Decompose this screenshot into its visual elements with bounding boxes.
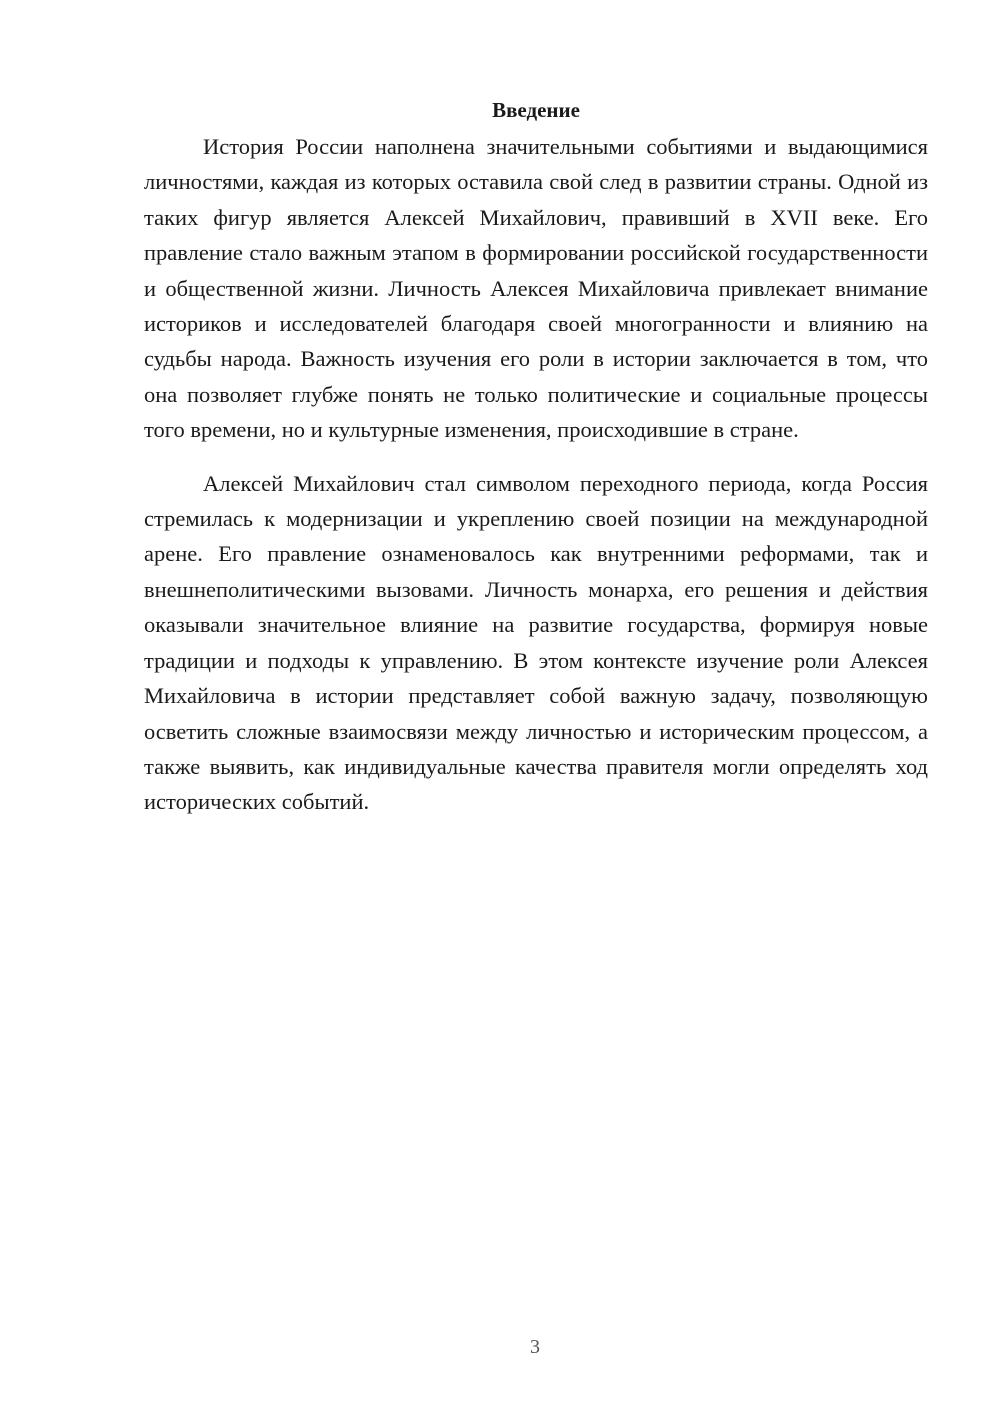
section-heading: Введение (492, 98, 580, 122)
page-number: 3 (530, 1336, 540, 1358)
paragraph-1: История России наполнена значительными событиями и выдающимися личностями, каждая из которых оставила свой след в развитии страны. Одной из таких фигур является Алексей Михайлович, правивший в XVII веке. Его правление стало важным этапом в формировании российской государственности и общественной жизни. Личность Алексея Михайловича привлекает внимание историков и исследователей благодаря своей многогранности и влиянию на судьбы народа. Важность изучения его роли в истории заключается в том, что она позволяет глубже понять не только политические и социальные процессы того времени, но и культурные изменения, происходившие в стране. (144, 134, 928, 443)
document-page (144, 95, 928, 820)
paragraph-2: Алексей Михайлович стал символом переходного периода, когда Россия стремилась к модернизации и укреплению своей позиции на международной арене. Его правление ознаменовалось как внутренними реформами, так и внешнеполитическими вызовами. Личность монарха, его решения и действия оказывали значительное влияние на развитие государства, формируя новые традиции и подходы к управлению. В этом контексте изучение роли Алексея Михайловича в истории представляет собой важную задачу, позволяющую осветить сложные взаимосвязи между личностью и историческим процессом, а также выявить, как индивидуальные качества правителя могли определять ход исторических событий. (144, 470, 928, 815)
